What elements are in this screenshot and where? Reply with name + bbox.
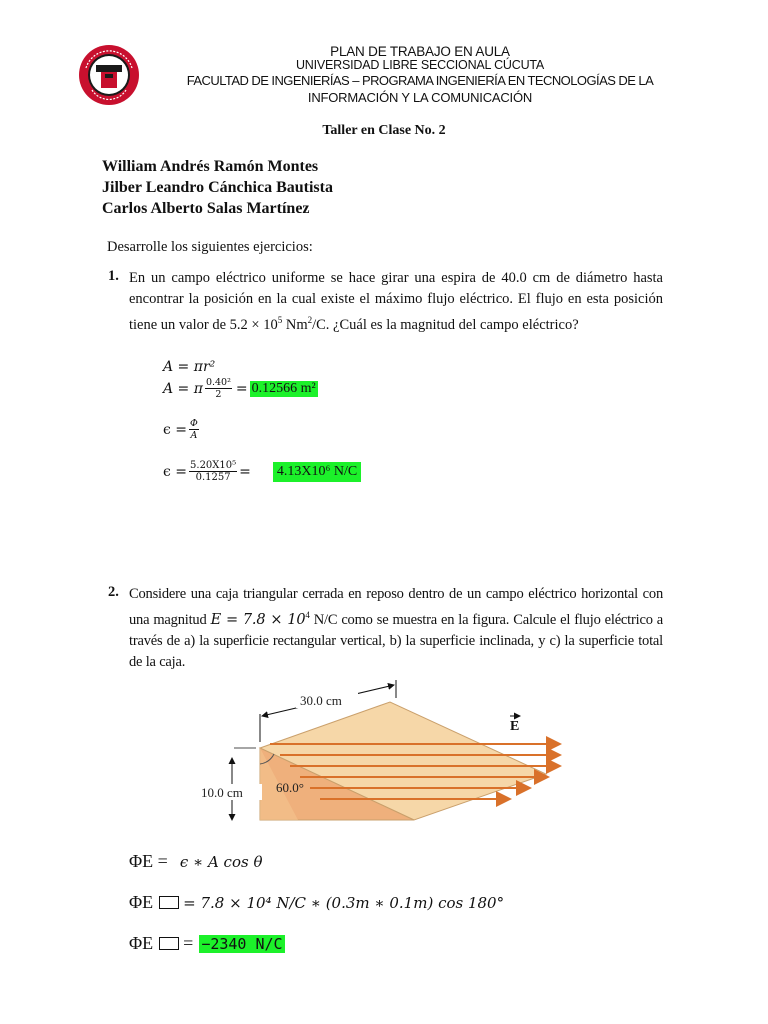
header-line-2: UNIVERSIDAD LIBRE SECCIONAL CÚCUTA: [295, 58, 545, 72]
figure-label-field: E: [510, 719, 520, 734]
highlighted-result: −2340 N/C: [201, 934, 283, 953]
author-name: Carlos Alberto Salas Martínez: [102, 200, 310, 217]
highlighted-result: 0.12566 m²: [251, 380, 316, 396]
document-title: Taller en Clase No. 2: [322, 123, 446, 138]
instructions-text: Desarrolle los siguientes ejercicios:: [107, 239, 313, 255]
author-name: William Andrés Ramón Montes: [102, 158, 319, 175]
formula-field-calc: ϵ = $\frac{\text{5.20X10⁵}}{0.1257}$ = 4.13X10⁶ N/C: [163, 460, 361, 483]
author-name: Jilber Leandro Cánchica Bautista: [102, 179, 333, 196]
formula-area: A = πr²: [163, 359, 216, 375]
header-line-3: FACULTAD DE INGENIERÍAS – PROGRAMA INGENIERÍA EN TECNOLOGÍAS DE LA: [186, 73, 654, 88]
question-number: 1.: [108, 268, 119, 284]
formula-area-calc: A = π $\frac{\text{0.40²}}{2}$ = 0.12566 m²: [163, 377, 316, 400]
figure-label-top: 30.0 cm: [300, 693, 342, 708]
flux-formula: ΦE = ϵ ∗ A cos θ: [129, 851, 263, 871]
flux-result: ΦE = −2340 N/C: [129, 933, 283, 953]
placeholder-box: [159, 896, 179, 909]
figure-label-angle: 60.0°: [276, 780, 304, 795]
formula-field: ϵ = $\frac{\Phi}{A}$: [163, 418, 198, 441]
question-number: 2.: [108, 584, 119, 600]
question-1-text: En un campo eléctrico uniforme se hace girar una espira de 40.0 cm de diámetro hasta encontrar la posición en la cual existe el máximo flujo eléctrico. El flujo en esta posición tiene un valor de $5.2 \times 10^5$ Nm$^2$/C. ¿Cuál es la magnitud del campo eléctrico?: [129, 270, 663, 333]
header-line-1: PLAN DE TRABAJO EN AULA: [330, 44, 510, 59]
triangular-box-figure: [200, 672, 580, 842]
highlighted-result: 4.13X10⁶ N/C: [273, 462, 361, 482]
university-logo: [78, 44, 140, 106]
flux-calc: ΦE = 7.8 × 10⁴ N/C ∗ (0.3m ∗ 0.1m) cos 180°: [129, 892, 505, 912]
header-line-4: INFORMACIÓN Y LA COMUNICACIÓN: [307, 90, 533, 105]
question-2-text: Considere una caja triangular cerrada en reposo dentro de un campo eléctrico horizontal con una magnitud $E = 7.8 \times 10^4$ N/C como se muestra en la figura. Calcule el flujo eléctrico a través de a) la superficie rectangular vertical, b) la superficie inclinada, y c) la superficie total de la caja.: [129, 586, 664, 670]
placeholder-box: [159, 937, 179, 950]
figure-label-left: 10.0 cm: [201, 785, 243, 800]
